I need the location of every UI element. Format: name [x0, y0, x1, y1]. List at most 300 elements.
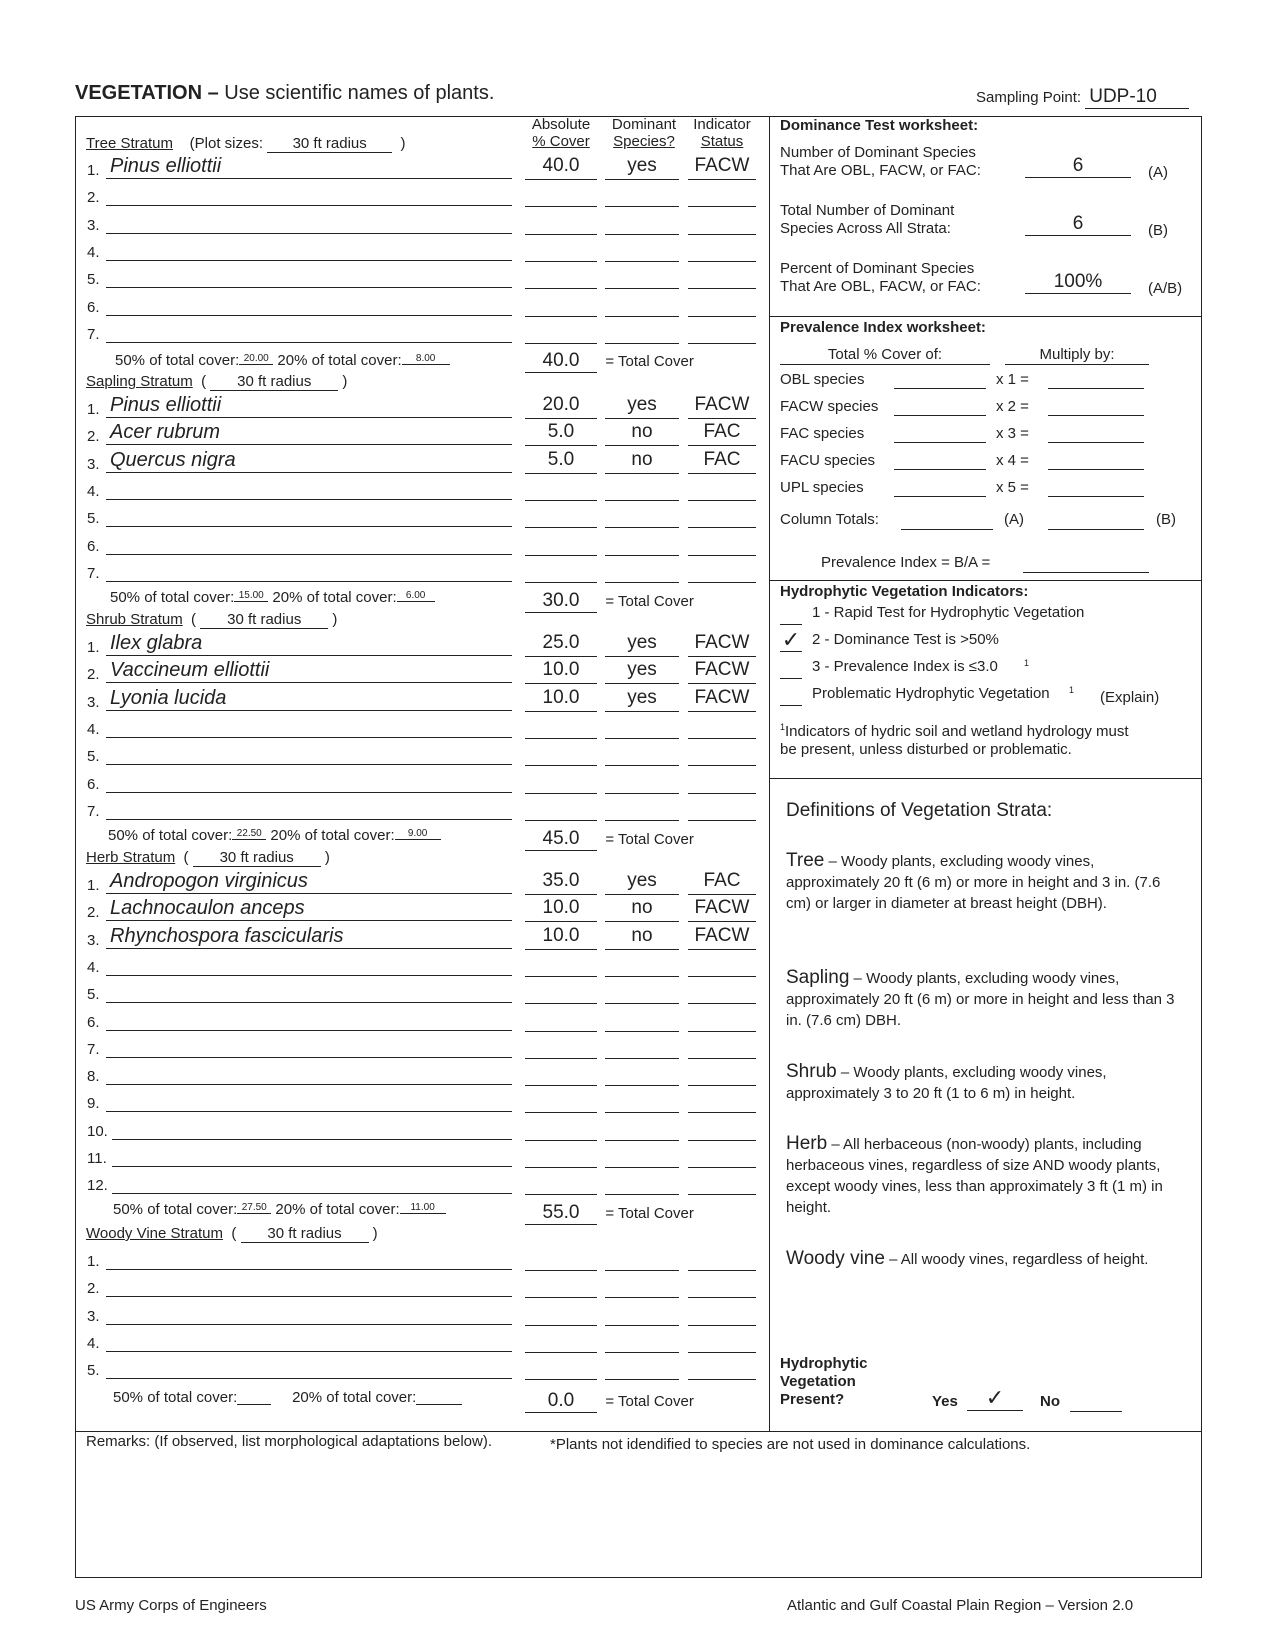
dominant-species-field[interactable] — [605, 1328, 679, 1353]
absolute-cover-field[interactable]: 5.0 — [525, 449, 597, 474]
total-cover-label: = Total Cover — [605, 1205, 694, 1222]
absolute-cover-field[interactable]: 10.0 — [525, 897, 597, 922]
dominant-species-field[interactable] — [605, 1170, 679, 1195]
dominant-species-field[interactable] — [605, 1143, 679, 1168]
species-name-field[interactable]: Acer rubrum — [106, 421, 512, 445]
total-cover-value[interactable]: 40.0 — [525, 350, 597, 373]
twenty-value[interactable]: 8.00 — [402, 353, 450, 365]
species-name-field[interactable] — [106, 1061, 512, 1085]
species-name-field[interactable] — [106, 237, 512, 261]
species-name-field[interactable] — [106, 1355, 512, 1379]
herb-species-row — [75, 1116, 765, 1143]
plot-size-field[interactable]: 30 ft radius — [193, 849, 321, 867]
page-title — [75, 82, 494, 105]
absolute-cover-field[interactable] — [525, 503, 597, 528]
species-class-label: OBL species — [780, 371, 865, 388]
definition-term: Sapling — [786, 967, 850, 988]
fifty-value[interactable]: 22.50 — [232, 828, 266, 840]
dominance-b-tag: (B) — [1148, 222, 1168, 239]
total-cover-value[interactable]: 55.0 — [525, 1202, 597, 1225]
dominant-species-field[interactable] — [605, 1273, 679, 1298]
tree-stratum-label: Tree Stratum (Plot sizes: 30 ft radius ) — [86, 135, 406, 152]
indicator-check-field[interactable] — [780, 656, 802, 679]
row-number: 7. — [87, 802, 100, 820]
absolute-cover-field[interactable] — [525, 741, 597, 766]
product-field[interactable] — [1048, 452, 1144, 470]
indicator-status-field[interactable]: FACW — [688, 687, 756, 712]
tree-species-row — [75, 292, 765, 319]
indicator-status-field[interactable]: FAC — [688, 421, 756, 446]
dominance-ab-value[interactable]: 100% — [1025, 271, 1131, 294]
species-name-field[interactable] — [106, 1328, 512, 1352]
prevalence-row — [780, 398, 1180, 420]
row-number: 4. — [87, 720, 100, 738]
absolute-cover-field[interactable] — [525, 210, 597, 235]
dominant-species-field[interactable] — [605, 1061, 679, 1086]
indicator-status-field[interactable] — [688, 531, 756, 556]
definition-woody-vine — [786, 1248, 1196, 1270]
total-cover-value[interactable]: 0.0 — [525, 1390, 597, 1413]
plot-size-field[interactable]: 30 ft radius — [200, 611, 328, 629]
total-cover-label: = Total Cover — [605, 353, 694, 370]
explain-label: (Explain) — [1100, 689, 1160, 706]
row-number: 1. — [87, 639, 100, 656]
total-cover-field[interactable] — [894, 452, 986, 470]
herb-species-row — [75, 1143, 765, 1170]
species-name-field[interactable] — [106, 1246, 512, 1270]
definition-text: – Woody plants, excluding woody vines, approximately 20 ft (6 m) or more in height and less than 3 in. (7.6 cm) DBH. — [786, 970, 1175, 1029]
species-name-field[interactable] — [106, 531, 512, 555]
species-name-field[interactable]: Pinus elliottii — [106, 155, 512, 179]
indicator-status-field[interactable] — [688, 210, 756, 235]
title-rest: Use scientific names of plants. — [218, 82, 495, 104]
dominant-species-field[interactable]: yes — [605, 687, 679, 712]
sapling-species-row — [75, 558, 765, 585]
dominance-a-tag: (A) — [1148, 164, 1168, 181]
prevalence-index-field[interactable] — [1023, 555, 1149, 573]
indicator-row — [780, 658, 1110, 682]
species-name-field[interactable] — [106, 1034, 512, 1058]
absolute-cover-field[interactable]: 10.0 — [525, 925, 597, 950]
absolute-cover-field[interactable] — [525, 769, 597, 794]
dominant-species-field[interactable]: no — [605, 925, 679, 950]
twenty-value[interactable] — [416, 1388, 462, 1405]
species-name-field[interactable] — [112, 1116, 512, 1140]
indicator-status-field[interactable]: FACW — [688, 632, 756, 657]
dominant-species-field[interactable] — [605, 714, 679, 739]
sampling-point-label: Sampling Point: — [976, 89, 1082, 106]
absolute-cover-field[interactable]: 20.0 — [525, 394, 597, 419]
absolute-cover-field[interactable]: 40.0 — [525, 155, 597, 180]
product-field[interactable] — [1048, 398, 1144, 416]
sapling-species-row — [75, 421, 765, 448]
present-yes-field[interactable]: ✓ — [967, 1386, 1023, 1411]
indicator-status-field[interactable] — [688, 503, 756, 528]
species-name-field[interactable] — [106, 796, 512, 820]
dominant-species-field[interactable]: yes — [605, 632, 679, 657]
column-total-b-field[interactable] — [1048, 512, 1144, 530]
definition-sapling — [786, 967, 1186, 1031]
sapling-species-row — [75, 449, 765, 476]
fifty-value[interactable]: 15.00 — [234, 590, 268, 602]
species-name-field[interactable]: Quercus nigra — [106, 449, 512, 473]
footnote-line: Indicators of hydric soil and wetland hydrology must — [785, 723, 1129, 740]
herb-species-row — [75, 870, 765, 897]
dominant-species-field[interactable]: yes — [605, 394, 679, 419]
indicator-status-field[interactable]: FACW — [688, 155, 756, 180]
indicator-status-field[interactable]: FACW — [688, 897, 756, 922]
definition-text: – All woody vines, regardless of height. — [884, 1251, 1149, 1268]
herb-total — [525, 1202, 694, 1225]
total-cover-label: = Total Cover — [605, 593, 694, 610]
indicator-status-field[interactable] — [688, 1273, 756, 1298]
species-name-field[interactable] — [106, 1273, 512, 1297]
definition-shrub — [786, 1061, 1186, 1104]
present-no-field[interactable] — [1070, 1394, 1122, 1412]
product-field[interactable] — [1048, 479, 1144, 497]
prevalence-row — [780, 371, 1180, 393]
species-name-field[interactable] — [106, 1088, 512, 1112]
total-cover-field[interactable] — [894, 425, 986, 443]
indicator-status-field[interactable] — [688, 741, 756, 766]
species-name-field[interactable]: Vaccineum elliottii — [106, 659, 512, 683]
sapling-stratum-label: Sapling Stratum ( 30 ft radius ) — [86, 373, 348, 390]
fifty-label: 50% of total cover: — [115, 352, 240, 369]
species-name-field[interactable] — [112, 1143, 512, 1167]
indicator-status-field[interactable] — [688, 796, 756, 821]
indicator-row — [780, 685, 1110, 709]
species-name-field[interactable] — [106, 292, 512, 316]
dominant-species-field[interactable] — [605, 476, 679, 501]
twenty-label: 20% of total cover: — [277, 352, 402, 369]
dominance-b-value[interactable]: 6 — [1025, 213, 1131, 236]
species-name-field[interactable]: Andropogon virginicus — [106, 870, 512, 894]
product-field[interactable] — [1048, 371, 1144, 389]
row-number: 3. — [87, 693, 100, 711]
fifty-label: 50% of total cover: — [113, 1201, 238, 1218]
plot-size-field[interactable]: 30 ft radius — [267, 135, 392, 153]
sampling-point — [976, 86, 1189, 109]
column-total-a-field[interactable] — [901, 512, 993, 530]
dominant-species-field[interactable]: no — [605, 421, 679, 446]
herb-species-row — [75, 1088, 765, 1115]
species-name-field[interactable]: Lachnocaulon anceps — [106, 897, 512, 921]
label-line: Present? — [780, 1391, 845, 1408]
absolute-cover-field[interactable]: 35.0 — [525, 870, 597, 895]
shrub-species-row — [75, 659, 765, 686]
fifty-value[interactable]: 27.50 — [237, 1202, 271, 1214]
section-divider — [769, 580, 1202, 581]
absolute-cover-field[interactable] — [525, 1301, 597, 1326]
prevalence-row — [780, 452, 1180, 474]
dominant-species-field[interactable] — [605, 1007, 679, 1032]
indicator-footnote — [780, 718, 1190, 759]
label-line: Hydrophytic — [780, 1355, 868, 1372]
dominant-species-field[interactable] — [605, 264, 679, 289]
definitions-title: Definitions of Vegetation Strata: — [786, 800, 1053, 821]
footnote-line: be present, unless disturbed or problematic. — [780, 741, 1072, 758]
twenty-label: 20% of total cover: — [292, 1389, 417, 1406]
indicator-status-field[interactable] — [688, 319, 756, 344]
twenty-value[interactable]: 9.00 — [395, 828, 441, 840]
row-number: 3. — [87, 1307, 100, 1325]
absolute-cover-field[interactable] — [525, 264, 597, 289]
absolute-cover-field[interactable] — [525, 796, 597, 821]
species-name-field[interactable] — [106, 210, 512, 234]
label-line: Total Number of Dominant — [780, 202, 955, 219]
total-cover-value[interactable]: 45.0 — [525, 828, 597, 851]
fifty-value[interactable] — [237, 1388, 271, 1405]
absolute-cover-field[interactable]: 5.0 — [525, 421, 597, 446]
species-name-field[interactable] — [106, 741, 512, 765]
dominant-species-field[interactable] — [605, 796, 679, 821]
species-name-field[interactable]: Pinus elliottii — [106, 394, 512, 418]
herb-species-row — [75, 952, 765, 979]
definition-term: Shrub — [786, 1061, 837, 1082]
indicator-status-field[interactable]: FAC — [688, 870, 756, 895]
species-name-field[interactable] — [106, 952, 512, 976]
tree-species-row — [75, 264, 765, 291]
header-line: Status — [700, 133, 744, 150]
dominant-species-field[interactable] — [605, 182, 679, 207]
definition-term: Tree — [786, 850, 825, 871]
absolute-cover-field[interactable] — [525, 292, 597, 317]
indicator-status-field[interactable] — [688, 1088, 756, 1113]
absolute-cover-field[interactable]: 10.0 — [525, 659, 597, 684]
indicator-status-field[interactable] — [688, 1061, 756, 1086]
absolute-cover-field[interactable] — [525, 531, 597, 556]
vine-cover-calc — [113, 1388, 462, 1406]
twenty-value[interactable]: 6.00 — [397, 590, 435, 602]
row-number: 4. — [87, 482, 100, 500]
total-cover-field[interactable] — [894, 371, 986, 389]
sampling-point-field[interactable]: UDP-10 — [1085, 86, 1189, 109]
species-name-field[interactable] — [106, 558, 512, 582]
indicator-status-field[interactable] — [688, 237, 756, 262]
tree-species-row — [75, 210, 765, 237]
absolute-cover-field[interactable]: 25.0 — [525, 632, 597, 657]
row-number: 5. — [87, 748, 100, 766]
multiplier-label: x 2 = — [996, 398, 1029, 415]
total-cover-field[interactable] — [894, 479, 986, 497]
herb-species-row — [75, 1061, 765, 1088]
dominant-species-field[interactable]: no — [605, 897, 679, 922]
indicator-check-field[interactable] — [780, 683, 802, 706]
species-name-field[interactable]: Rhynchospora fascicularis — [106, 925, 512, 949]
indicator-status-field[interactable] — [688, 292, 756, 317]
shrub-species-row — [75, 687, 765, 714]
indicator-status-field[interactable] — [688, 1301, 756, 1326]
dominant-species-field[interactable] — [605, 979, 679, 1004]
dominant-species-field[interactable]: no — [605, 449, 679, 474]
absolute-cover-field[interactable] — [525, 1007, 597, 1032]
row-number: 7. — [87, 1040, 100, 1058]
dominant-species-field[interactable] — [605, 558, 679, 583]
stratum-name: Tree Stratum — [86, 135, 173, 152]
indicator-status-field[interactable] — [688, 979, 756, 1004]
dominant-species-field[interactable]: yes — [605, 155, 679, 180]
dominant-species-field[interactable] — [605, 292, 679, 317]
dominant-species-field[interactable] — [605, 769, 679, 794]
species-name-field[interactable]: Ilex glabra — [106, 632, 512, 656]
total-cover-field[interactable] — [894, 398, 986, 416]
row-number: 2. — [87, 666, 100, 684]
indicator-status-field[interactable] — [688, 1143, 756, 1168]
stratum-name: Herb Stratum — [86, 849, 176, 866]
header-line: % Cover — [532, 133, 590, 150]
indicator-status-field[interactable] — [688, 264, 756, 289]
dominant-species-field[interactable] — [605, 1246, 679, 1271]
indicator-status-field[interactable]: FACW — [688, 925, 756, 950]
dominant-species-field[interactable] — [605, 1116, 679, 1141]
herb-species-row — [75, 1034, 765, 1061]
absolute-cover-field[interactable] — [525, 1246, 597, 1271]
species-name-field[interactable] — [106, 714, 512, 738]
indicator-check-field[interactable] — [780, 602, 802, 625]
species-name-field[interactable] — [106, 476, 512, 500]
absolute-cover-field[interactable] — [525, 1170, 597, 1195]
absolute-cover-field[interactable] — [525, 1355, 597, 1380]
tree-species-row — [75, 155, 765, 182]
sapling-cover-calc — [110, 589, 435, 606]
row-number: 3. — [87, 931, 100, 949]
absolute-cover-field[interactable] — [525, 714, 597, 739]
indicator-status-field[interactable] — [688, 952, 756, 977]
absolute-cover-field[interactable] — [525, 1143, 597, 1168]
dominance-a-value[interactable]: 6 — [1025, 155, 1131, 178]
dominant-species-field[interactable] — [605, 237, 679, 262]
plot-size-field[interactable]: 30 ft radius — [210, 373, 338, 391]
absolute-cover-field[interactable] — [525, 182, 597, 207]
species-name-field[interactable] — [106, 1301, 512, 1325]
species-name-field[interactable] — [106, 264, 512, 288]
dominant-species-field[interactable] — [605, 952, 679, 977]
species-name-field[interactable] — [106, 769, 512, 793]
absolute-cover-field[interactable] — [525, 1116, 597, 1141]
species-name-field[interactable]: Lyonia lucida — [106, 687, 512, 711]
absolute-cover-field[interactable] — [525, 1328, 597, 1353]
header-dominant-species — [603, 116, 685, 150]
dominant-species-field[interactable] — [605, 1301, 679, 1326]
indicator-status-field[interactable] — [688, 1170, 756, 1195]
footer-left: US Army Corps of Engineers — [75, 1597, 267, 1614]
footnote-mark: 1 — [1069, 685, 1075, 695]
indicator-status-field[interactable] — [688, 1355, 756, 1380]
shrub-total — [525, 828, 694, 851]
indicator-status-field[interactable]: FACW — [688, 659, 756, 684]
indicator-status-field[interactable]: FAC — [688, 449, 756, 474]
shrub-species-row — [75, 714, 765, 741]
absolute-cover-field[interactable] — [525, 476, 597, 501]
indicator-status-field[interactable]: FACW — [688, 394, 756, 419]
row-number: 11. — [87, 1150, 107, 1167]
row-number: 6. — [87, 298, 100, 316]
indicator-status-field[interactable] — [688, 182, 756, 207]
indicators-title: Hydrophytic Vegetation Indicators: — [780, 583, 1029, 600]
row-number: 9. — [87, 1095, 100, 1113]
absolute-cover-field[interactable] — [525, 1273, 597, 1298]
indicator-status-field[interactable] — [688, 769, 756, 794]
indicator-status-field[interactable] — [688, 1116, 756, 1141]
absolute-cover-field[interactable] — [525, 1088, 597, 1113]
absolute-cover-field[interactable] — [525, 319, 597, 344]
shrub-species-row — [75, 769, 765, 796]
dominant-species-field[interactable] — [605, 531, 679, 556]
tree-cover-calc — [115, 352, 450, 369]
dominant-species-field[interactable] — [605, 210, 679, 235]
absolute-cover-field[interactable] — [525, 1061, 597, 1086]
dominant-species-field[interactable]: yes — [605, 870, 679, 895]
prevalence-row — [780, 479, 1180, 501]
absolute-cover-field[interactable] — [525, 979, 597, 1004]
dominant-species-field[interactable] — [605, 1034, 679, 1059]
plot-size-field[interactable]: 30 ft radius — [241, 1225, 369, 1243]
sapling-species-row — [75, 476, 765, 503]
remarks-field[interactable] — [80, 1460, 1195, 1572]
dominant-species-field[interactable] — [605, 319, 679, 344]
indicator-check-field[interactable]: ✓ — [781, 627, 801, 652]
remarks-label: Remarks: (If observed, list morphological adaptations below). — [86, 1433, 493, 1450]
absolute-cover-field[interactable]: 10.0 — [525, 687, 597, 712]
dominant-species-field[interactable] — [605, 741, 679, 766]
herb-species-row — [75, 979, 765, 1006]
dominant-species-field[interactable] — [605, 1088, 679, 1113]
row-number: 7. — [87, 564, 100, 582]
species-name-field[interactable] — [106, 1007, 512, 1031]
indicator-status-field[interactable] — [688, 476, 756, 501]
stratum-name: Shrub Stratum — [86, 611, 183, 628]
indicator-text: 3 - Prevalence Index is ≤3.0 — [812, 658, 998, 675]
species-name-field[interactable] — [106, 319, 512, 343]
product-field[interactable] — [1048, 425, 1144, 443]
absolute-cover-field[interactable] — [525, 558, 597, 583]
row-number: 3. — [87, 216, 100, 234]
absolute-cover-field[interactable] — [525, 1034, 597, 1059]
herb-species-row — [75, 925, 765, 952]
indicator-text: Problematic Hydrophytic Vegetation — [812, 685, 1050, 702]
indicator-status-field[interactable] — [688, 1246, 756, 1271]
indicator-status-field[interactable] — [688, 1034, 756, 1059]
indicator-status-field[interactable] — [688, 558, 756, 583]
row-number: 4. — [87, 1334, 100, 1352]
present-yes-label: Yes — [932, 1393, 958, 1410]
species-name-field[interactable] — [106, 182, 512, 206]
dominant-species-field[interactable] — [605, 1355, 679, 1380]
dominant-species-field[interactable]: yes — [605, 659, 679, 684]
indicator-text: 2 - Dominance Test is >50% — [812, 631, 999, 648]
absolute-cover-field[interactable] — [525, 237, 597, 262]
sapling-total — [525, 590, 694, 613]
species-name-field[interactable] — [106, 503, 512, 527]
absolute-cover-field[interactable] — [525, 952, 597, 977]
indicator-text: 1 - Rapid Test for Hydrophytic Vegetation — [812, 604, 1085, 621]
shrub-stratum-label: Shrub Stratum ( 30 ft radius ) — [86, 611, 338, 628]
twenty-value[interactable]: 11.00 — [400, 1202, 446, 1214]
row-number: 12. — [87, 1177, 108, 1195]
vine-species-row — [75, 1273, 765, 1300]
species-name-field[interactable] — [112, 1170, 512, 1194]
total-cover-value[interactable]: 30.0 — [525, 590, 597, 613]
dominant-species-field[interactable] — [605, 503, 679, 528]
indicator-status-field[interactable] — [688, 1007, 756, 1032]
fifty-value[interactable]: 20.00 — [239, 353, 273, 365]
indicator-status-field[interactable] — [688, 714, 756, 739]
tree-species-row — [75, 182, 765, 209]
indicator-status-field[interactable] — [688, 1328, 756, 1353]
species-name-field[interactable] — [106, 979, 512, 1003]
dominance-b-label — [780, 202, 954, 238]
dominance-ab-label — [780, 260, 981, 296]
